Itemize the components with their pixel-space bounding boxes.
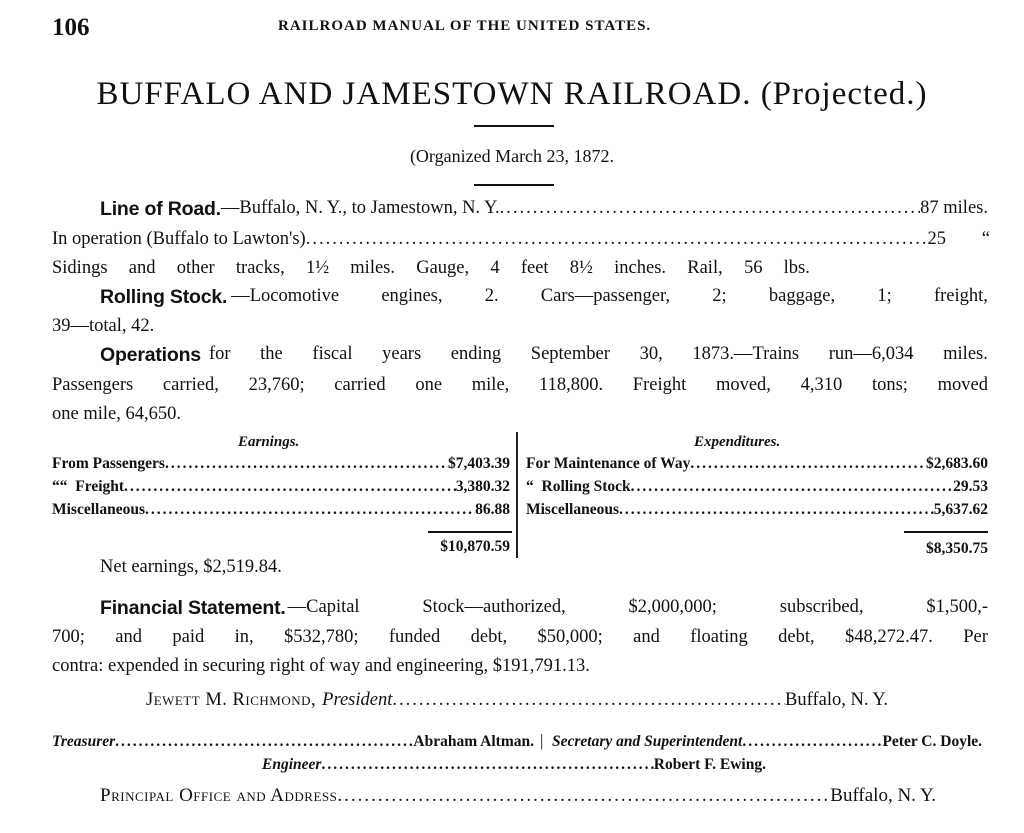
word: debt, — [778, 627, 815, 647]
word: 56 — [743, 258, 763, 278]
principal-office-label: Principal Office and Address — [100, 785, 338, 806]
rolling-stock-line2: 39—total, 42. — [52, 316, 155, 336]
ledger-row — [526, 455, 988, 473]
leader-dots — [500, 198, 921, 221]
word: 2; — [712, 286, 727, 306]
word: lbs. — [783, 258, 810, 278]
word: —Locomotive — [231, 286, 340, 306]
word: carried, — [162, 375, 219, 395]
word: miles. — [350, 258, 396, 278]
ledger-value: 3,380.32 — [455, 478, 510, 495]
ledger-row — [526, 478, 988, 496]
ledger-value: 29.53 — [953, 478, 988, 495]
word: 118,800. — [539, 375, 604, 395]
leader-dots — [115, 733, 413, 751]
sidings-line — [52, 258, 810, 279]
word: and — [128, 258, 156, 278]
operations-line3: one mile, 64,650. — [52, 404, 181, 424]
page-number: 106 — [52, 14, 90, 41]
president-name: Jewett M. Richmond, — [146, 690, 317, 710]
treasurer-row — [52, 733, 534, 751]
engineer-title: Engineer — [262, 756, 322, 773]
word: 4 — [490, 258, 500, 278]
word: mile, — [471, 375, 510, 395]
ledger-label: “ Rolling Stock — [526, 478, 631, 495]
line-of-road-miles: 87 miles. — [920, 198, 988, 218]
leader-dots — [321, 756, 653, 774]
expenditures-total: $8,350.75 — [926, 540, 988, 557]
ledger-row — [526, 501, 988, 519]
leader-dots — [619, 501, 934, 519]
word: 700; — [52, 627, 85, 647]
secretary-title: Secretary and Superintendent — [552, 733, 743, 750]
word: 23,760; — [248, 375, 305, 395]
word: 2. — [484, 286, 499, 306]
word: $50,000; — [537, 627, 603, 647]
word: funded — [388, 627, 441, 647]
organized-date: (Organized March 23, 1872. — [409, 146, 615, 166]
net-earnings: Net earnings, $2,519.84. — [100, 557, 282, 577]
railroad-title: BUFFALO AND JAMESTOWN RAILROAD. (Projected.) — [96, 76, 928, 112]
earnings-total-rule — [428, 531, 512, 533]
earnings-heading: Earnings. — [238, 434, 300, 450]
operations-line2 — [52, 375, 988, 396]
word: Passengers — [52, 375, 134, 395]
ledger-label: For Maintenance of Way — [526, 455, 691, 472]
word: for — [208, 344, 231, 364]
leader-dots — [165, 455, 448, 473]
word: debt, — [470, 627, 508, 647]
ledger-label: Miscellaneous — [526, 501, 619, 518]
word: and — [115, 627, 142, 647]
leader-dots — [145, 501, 475, 519]
treasurer-name: Abraham Altman. — [413, 733, 534, 750]
expenditures-total-rule — [904, 531, 988, 533]
word: feet — [520, 258, 549, 278]
word: 8½ — [569, 258, 593, 278]
word: miles. — [943, 344, 988, 364]
engineer-name: Robert F. Ewing. — [653, 756, 766, 773]
word: baggage, — [768, 286, 836, 306]
ledger-row — [52, 455, 510, 473]
word: Rail, — [687, 258, 723, 278]
word: and — [633, 627, 660, 647]
line-of-road-text: —Buffalo, N. Y., to Jamestown, N. Y. — [220, 198, 500, 218]
financial-line3: contra: expended in securing right of way and engineering, $191,791.13. — [52, 656, 590, 676]
word: Sidings — [52, 258, 108, 278]
secretary-row — [552, 733, 982, 751]
word: 1873.—Trains — [692, 344, 800, 364]
operation-ditto: “ — [981, 229, 990, 249]
operations-text — [209, 344, 988, 367]
word: $2,000,000; — [628, 597, 717, 617]
word: $532,780; — [283, 627, 359, 647]
word: Gauge, — [416, 258, 470, 278]
word: the — [260, 344, 283, 364]
word: inches. — [614, 258, 667, 278]
word: floating — [690, 627, 748, 647]
word: Freight — [632, 375, 687, 395]
word: tracks, — [235, 258, 285, 278]
financial-heading: Financial Statement. — [100, 597, 286, 619]
word: $48,272.47. — [845, 627, 933, 647]
rolling-stock-line1 — [100, 286, 988, 309]
word: Stock—authorized, — [422, 597, 566, 617]
ledger-row — [52, 501, 510, 519]
operation-row — [52, 229, 990, 250]
secretary-name: Peter C. Doyle. — [882, 733, 982, 750]
running-title: RAILROAD MANUAL OF THE UNITED STATES. — [278, 18, 652, 34]
president-city: Buffalo, N. Y. — [785, 690, 888, 710]
line-of-road-row — [100, 198, 988, 221]
financial-line1 — [100, 597, 988, 620]
word: years — [382, 344, 422, 364]
president-title: President — [322, 690, 393, 710]
leader-dots — [690, 455, 926, 473]
expenditures-heading: Expenditures. — [694, 434, 781, 450]
earnings-total: $10,870.59 — [440, 538, 510, 555]
rolling-stock-heading: Rolling Stock. — [100, 286, 228, 308]
title-rule — [474, 125, 554, 127]
line-of-road-heading: Line of Road. — [100, 198, 221, 220]
word: $1,500,- — [926, 597, 988, 617]
ledger-value: 86.88 — [475, 501, 510, 518]
leader-dots — [742, 733, 882, 751]
officer-separator: | — [540, 731, 544, 750]
word: Per — [963, 627, 988, 647]
financial-line2 — [52, 627, 988, 648]
leader-dots — [392, 690, 785, 711]
leader-dots — [337, 785, 830, 807]
operations-heading: Operations — [100, 344, 201, 366]
ledger-label: Miscellaneous — [52, 501, 145, 518]
word: September — [530, 344, 610, 364]
principal-office-row — [100, 785, 936, 807]
word: run—6,034 — [828, 344, 914, 364]
ledger-label: From Passengers — [52, 455, 165, 472]
word: —Capital — [287, 597, 360, 617]
organized-rule — [474, 184, 554, 186]
word: 1; — [877, 286, 892, 306]
operations-line1 — [100, 344, 988, 367]
word: 30, — [639, 344, 663, 364]
ledger-value: 5,637.62 — [933, 501, 988, 518]
word: moved, — [715, 375, 771, 395]
word: 4,310 — [800, 375, 843, 395]
treasurer-title: Treasurer — [52, 733, 116, 750]
word: fiscal — [312, 344, 353, 364]
word: paid — [172, 627, 205, 647]
word: Cars—passenger, — [540, 286, 671, 306]
engineer-row — [262, 756, 766, 774]
financial-text — [288, 597, 988, 620]
word: other — [176, 258, 215, 278]
leader-dots — [124, 478, 456, 496]
leader-dots — [306, 229, 928, 250]
principal-office-value: Buffalo, N. Y. — [830, 785, 936, 806]
word: tons; — [871, 375, 908, 395]
word: ending — [450, 344, 502, 364]
president-row — [146, 690, 888, 711]
ledger-value: $2,683.60 — [926, 455, 988, 472]
word: in, — [234, 627, 254, 647]
ledger-value: $7,403.39 — [448, 455, 510, 472]
word: freight, — [933, 286, 988, 306]
word: subscribed, — [779, 597, 864, 617]
word: engines, — [381, 286, 443, 306]
column-divider — [516, 432, 518, 558]
operation-label: In operation (Buffalo to Lawton's) — [52, 229, 306, 249]
rolling-stock-text — [231, 286, 988, 309]
ledger-label: ““ Freight — [52, 478, 125, 495]
word: 1½ — [305, 258, 330, 278]
word: one — [415, 375, 443, 395]
leader-dots — [631, 478, 953, 496]
word: carried — [334, 375, 386, 395]
ledger-row — [52, 478, 510, 496]
operation-value: 25 — [927, 229, 946, 249]
word: moved — [937, 375, 988, 395]
